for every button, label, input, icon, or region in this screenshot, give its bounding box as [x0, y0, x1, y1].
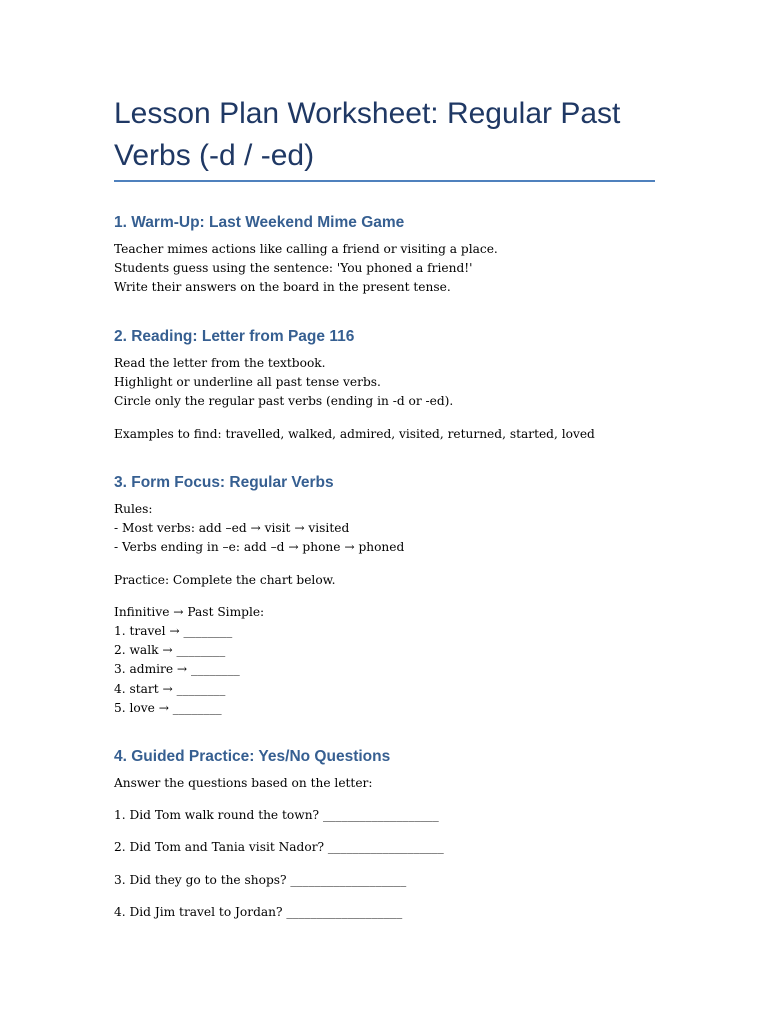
page-title: Lesson Plan Worksheet: Regular Past Verbs (-d / -ed) — [114, 97, 621, 172]
section-form-focus — [114, 472, 654, 718]
section-line: Teacher mimes actions like calling a friend or visiting a place. — [114, 242, 498, 256]
section-line: Highlight or underline all past tense verbs. — [114, 375, 381, 390]
practice-line: Practice: Complete the chart below. — [114, 572, 336, 587]
question-item: 4. Did Jim travel to Jordan? ___________________ — [114, 904, 403, 919]
rule-line: - Verbs ending in –e: add –d → phone → phoned — [114, 540, 405, 555]
section-line: Write their answers on the board in the present tense. — [114, 280, 451, 295]
section-heading: 3. Form Focus: Regular Verbs — [114, 474, 334, 491]
title-underline — [114, 180, 655, 182]
section-heading: 1. Warm-Up: Last Weekend Mime Game — [114, 214, 405, 231]
section-reading — [114, 326, 654, 444]
rules-label: Rules: — [114, 502, 153, 516]
question-item: 2. Did Tom and Tania visit Nador? ___________________ — [114, 840, 444, 855]
section-guided-practice — [114, 746, 654, 922]
section-heading: 4. Guided Practice: Yes/No Questions — [114, 748, 391, 765]
chart-item: 3. admire → ________ — [114, 662, 240, 677]
chart-item: 5. love → ________ — [114, 700, 222, 715]
question-item: 3. Did they go to the shops? ___________________ — [114, 872, 407, 887]
question-item: 1. Did Tom walk round the town? ___________________ — [114, 808, 439, 823]
chart-item: 4. start → ________ — [114, 681, 226, 696]
chart-item: 2. walk → ________ — [114, 643, 226, 658]
chart-item: 1. travel → ________ — [114, 624, 233, 639]
chart-header: Infinitive → Past Simple: — [114, 604, 265, 619]
section-line: Circle only the regular past verbs (ending in -d or -ed). — [114, 394, 454, 409]
section-line: Students guess using the sentence: 'You phoned a friend!' — [114, 261, 473, 276]
section-line: Read the letter from the textbook. — [114, 356, 326, 370]
intro-line: Answer the questions based on the letter: — [114, 776, 373, 790]
section-warm-up — [114, 212, 654, 298]
examples-line: Examples to find: travelled, walked, admired, visited, returned, started, loved — [114, 426, 595, 441]
rule-line: - Most verbs: add –ed → visit → visited — [114, 521, 350, 536]
section-heading: 2. Reading: Letter from Page 116 — [114, 328, 355, 345]
